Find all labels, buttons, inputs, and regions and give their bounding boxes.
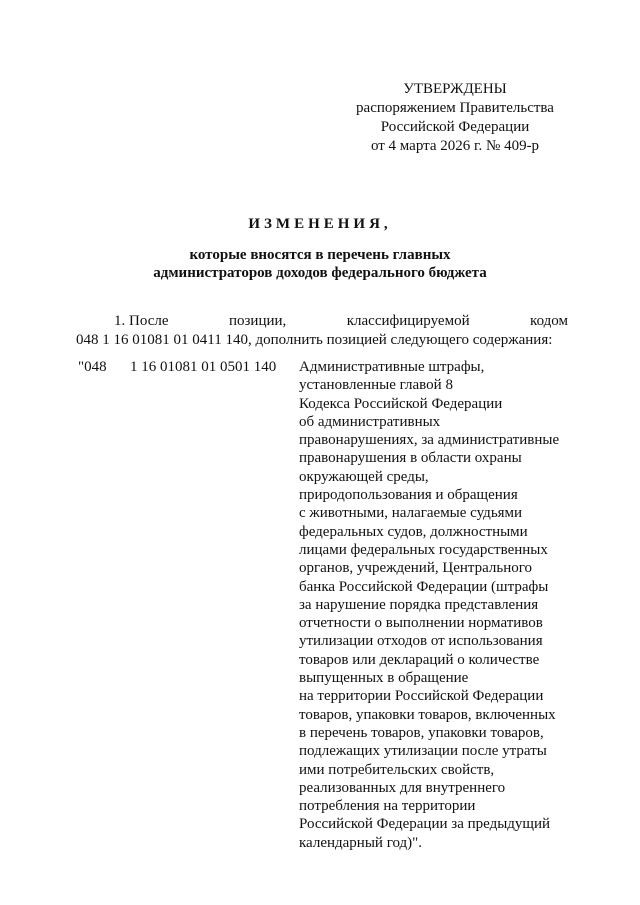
- description-line: федеральных судов, должностными: [299, 523, 528, 540]
- paragraph-word: позиции,: [228, 313, 287, 329]
- admin-code: "048: [78, 359, 107, 375]
- revenue-code: 1 16 01081 01 0501 140: [130, 359, 277, 375]
- subtitle-line-2: администраторов доходов федерального бюджета: [153, 265, 487, 281]
- description-line: отчетности о выполнении нормативов: [299, 615, 543, 632]
- description-line: установленные главой 8: [299, 377, 453, 394]
- description-line: об административных: [299, 413, 441, 430]
- description-line: выпущенных в обращение: [299, 670, 469, 687]
- approval-block: [330, 80, 580, 156]
- paragraph-second-line: 048 1 16 01081 01 0411 140, дополнить позицией следующего содержания:: [76, 332, 553, 348]
- description-line: календарный год)".: [299, 834, 423, 851]
- subtitle-line-1: которые вносятся в перечень главных: [189, 247, 451, 263]
- description-line: потребления на территории: [299, 798, 476, 815]
- paragraph-word: кодом: [530, 313, 568, 329]
- description-line: реализованных для внутреннего: [299, 779, 506, 796]
- description-line: с животными, налагаемые судьями: [299, 505, 523, 522]
- paragraph-word: 1. После: [114, 313, 169, 329]
- description-line: окружающей среды,: [299, 468, 429, 485]
- position-description: [299, 358, 589, 852]
- description-line: на территории Российской Федерации: [299, 688, 544, 705]
- description-line: банка Российской Федерации (штрафы: [299, 578, 549, 595]
- description-line: правонарушениях, за административные: [299, 432, 560, 449]
- description-line: природопользования и обращения: [299, 487, 518, 504]
- paragraph-word: классифицируемой: [346, 313, 470, 329]
- description-line: ими потребительских свойств,: [299, 761, 495, 778]
- document-title: ИЗМЕНЕНИЯ,: [248, 216, 392, 232]
- approval-heading: УТВЕРЖДЕНЫ: [403, 81, 507, 97]
- description-line: за нарушение порядка представления: [299, 596, 539, 613]
- approval-date-number: от 4 марта 2026 г. № 409-р: [370, 138, 540, 154]
- description-line: Российской Федерации за предыдущий: [299, 816, 551, 833]
- description-line: правонарушения в области охраны: [299, 450, 522, 467]
- approval-line-2: Российской Федерации: [380, 119, 530, 135]
- description-line: Административные штрафы,: [299, 359, 485, 375]
- document-subtitle: [0, 246, 640, 282]
- description-line: лицами федеральных государственных: [299, 541, 548, 558]
- approval-line-1: распоряжением Правительства: [356, 100, 554, 116]
- description-line: в перечень товаров, упаковки товаров,: [299, 724, 544, 741]
- description-line: подлежащих утилизации после утраты: [299, 743, 547, 760]
- paragraph-first-line: [76, 312, 568, 331]
- description-line: Кодекса Российской Федерации: [299, 395, 503, 412]
- description-line: утилизации отходов от использования: [299, 633, 543, 650]
- amendment-paragraph: [76, 312, 568, 350]
- description-line: органов, учреждений, Центрального: [299, 560, 533, 577]
- description-line: товаров, упаковки товаров, включенных: [299, 706, 556, 723]
- description-line: товаров или деклараций о количестве: [299, 651, 540, 668]
